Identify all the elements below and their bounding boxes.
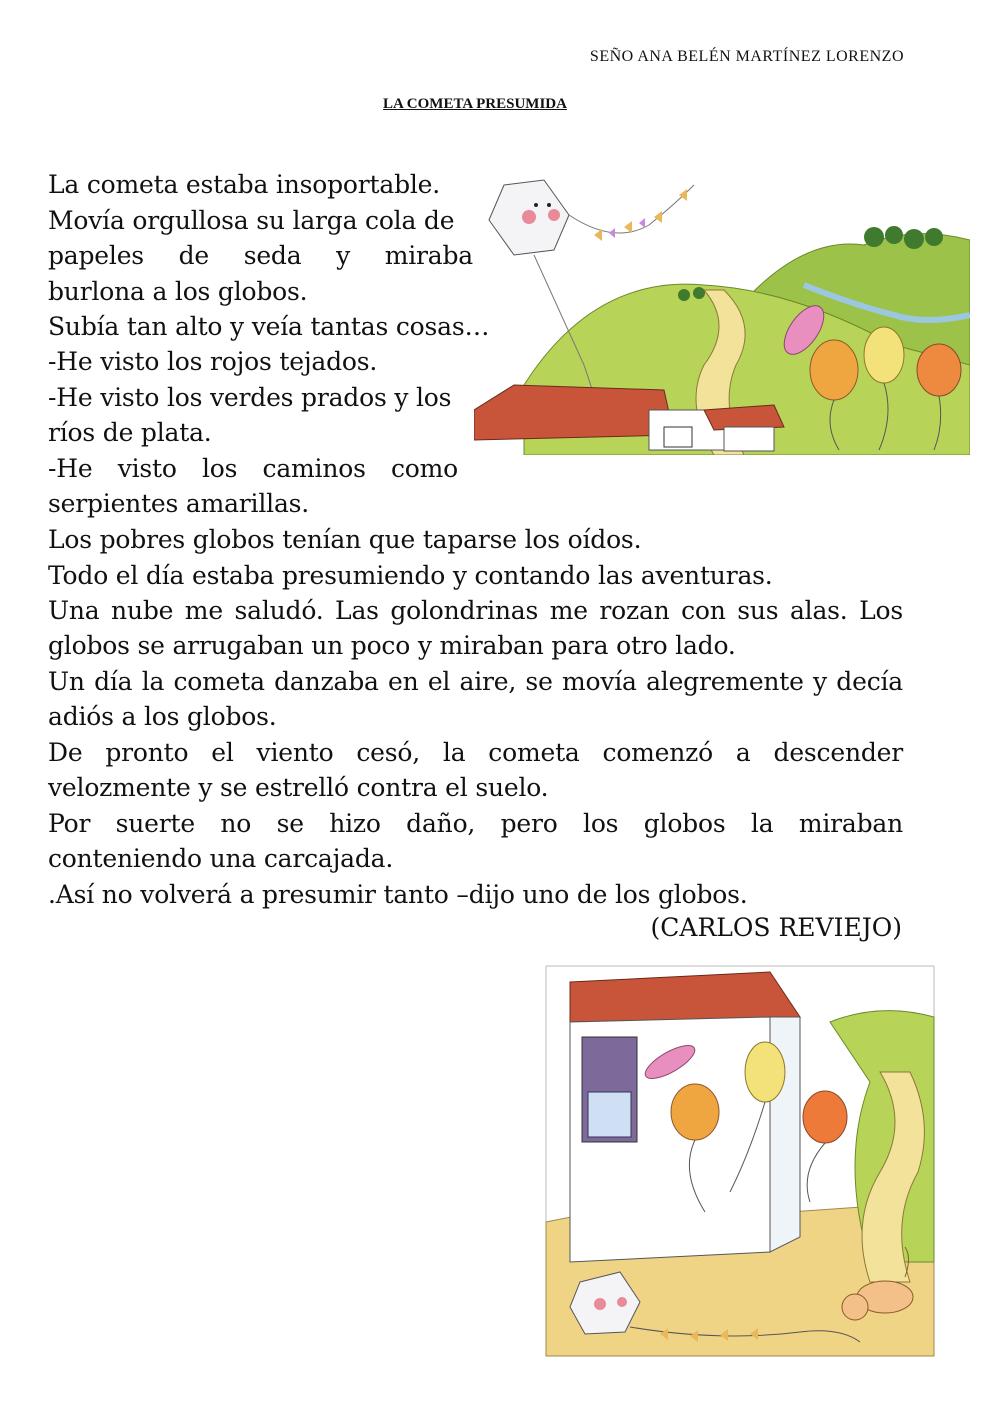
story-line: serpientes amarillas.	[48, 489, 310, 518]
story-line: papeles de seda y miraba	[48, 241, 473, 270]
story-line: Movía orgullosa su larga cola de	[48, 206, 455, 235]
story-line: -He visto los verdes prados y los	[48, 383, 452, 412]
story-line: Subía tan alto y veía tantas cosas…	[48, 312, 490, 341]
story-line: Una nube me saludó. Las golondrinas me rozan con sus alas. Los	[48, 596, 903, 625]
story-line: Los pobres globos tenían que taparse los oídos.	[48, 525, 642, 554]
story-line: De pronto el viento cesó, la cometa comenzó a descender	[48, 738, 903, 767]
story-line: Todo el día estaba presumiendo y contando las aventuras.	[48, 561, 773, 590]
story-line: velozmente y se estrelló contra el suelo.	[48, 773, 549, 802]
fallen-kite-illustration	[540, 962, 940, 1360]
author-name: SEÑO ANA BELÉN MARTÍNEZ LORENZO	[589, 48, 904, 65]
story-line: Por suerte no se hizo daño, pero los globos la miraban	[48, 809, 903, 838]
story-line: La cometa estaba insoportable.	[48, 170, 441, 199]
story-line: conteniendo una carcajada.	[48, 844, 394, 873]
page-title: LA COMETA PRESUMIDA	[383, 96, 567, 112]
kite-hills-illustration	[474, 165, 970, 455]
story-line: .Así no volverá a presumir tanto –dijo uno de los globos.	[48, 880, 748, 909]
story-line: burlona a los globos.	[48, 277, 308, 306]
story-line: adiós a los globos.	[48, 702, 277, 731]
story-line: ríos de plata.	[48, 418, 212, 447]
story-credit: (CARLOS REVIEJO)	[650, 913, 902, 942]
story-line: -He visto los rojos tejados.	[48, 347, 378, 376]
story-line: globos se arrugaban un poco y miraban para otro lado.	[48, 631, 736, 660]
story-line: -He visto los caminos como	[48, 454, 458, 483]
story-line: Un día la cometa danzaba en el aire, se movía alegremente y decía	[48, 667, 903, 696]
